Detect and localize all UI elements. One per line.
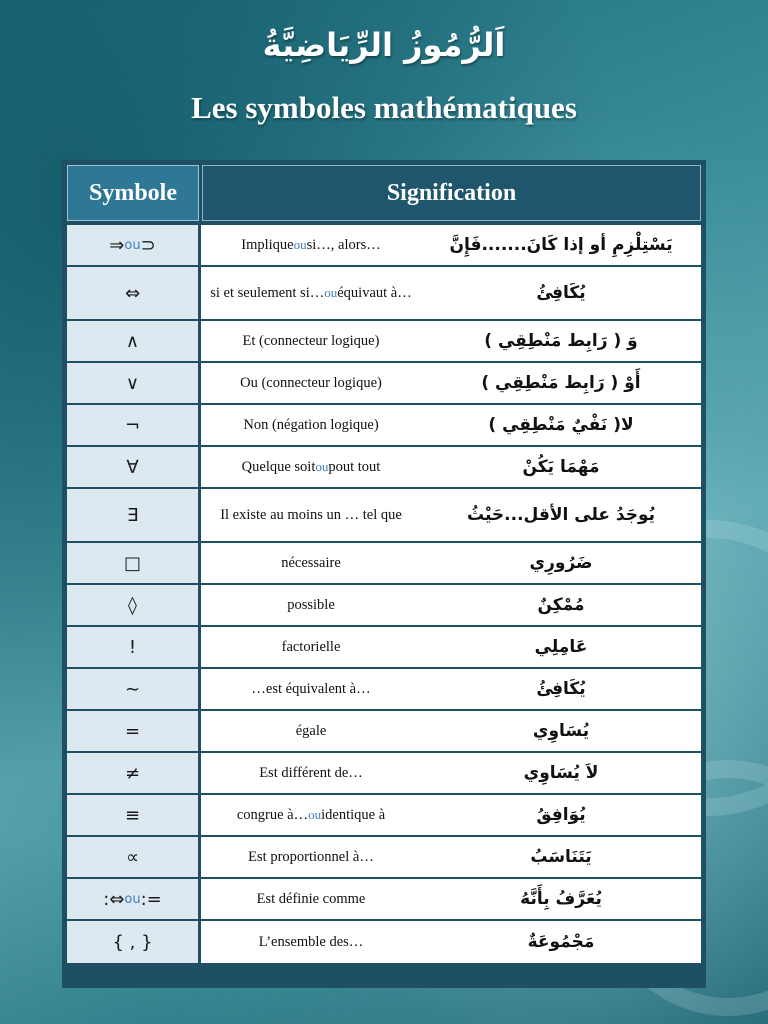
ou-word: ou — [308, 807, 322, 822]
table-body — [65, 223, 703, 963]
meaning-french: Non (négation logique) — [243, 417, 379, 433]
meaning-french: Est proportionnel à… — [248, 849, 374, 865]
table-row — [65, 487, 703, 541]
meaning-french: possible — [287, 597, 335, 613]
meaning-arabic: مَجْمُوعَةٌ — [527, 932, 595, 952]
symbol-cell: ∨ — [67, 363, 198, 403]
table-row — [65, 625, 703, 667]
symbol-cell: ∝ — [67, 837, 198, 877]
meaning-french: Implique ou si…, alors… — [201, 225, 421, 265]
meaning-cell — [201, 921, 701, 963]
table-row — [65, 265, 703, 319]
meaning-cell — [201, 711, 701, 751]
meaning-french: Et (connecteur logique) — [242, 333, 380, 349]
title-french: Les symboles mathématiques — [191, 90, 577, 125]
meaning-cell — [201, 879, 701, 919]
table-row — [65, 583, 703, 625]
symbol-cell: ◊ — [67, 585, 198, 625]
meaning-cell — [201, 669, 701, 709]
meaning-arabic: يُوجَدُ على الأقل...حَيْثُ — [466, 505, 656, 525]
table-row — [65, 709, 703, 751]
table-row — [65, 835, 703, 877]
meaning-cell — [201, 225, 701, 265]
meaning-cell — [201, 795, 701, 835]
symbol-cell: = — [67, 711, 198, 751]
meaning-cell — [201, 627, 701, 667]
symbols-table — [62, 160, 706, 988]
table-row — [65, 403, 703, 445]
meaning-french: égale — [295, 723, 327, 739]
symbol-cell: □ — [67, 543, 198, 583]
meaning-arabic: وَ ( رَابِط مَنْطِقِي ) — [484, 331, 638, 351]
meaning-cell — [201, 753, 701, 793]
symbol-cell: ≡ — [67, 795, 198, 835]
table-row — [65, 751, 703, 793]
meaning-french: Quelque soit ou pout tout — [201, 447, 421, 487]
meaning-arabic: يُوَافِقُ — [536, 805, 586, 825]
table-row — [65, 667, 703, 709]
symbol-cell: ⇔ — [67, 267, 198, 319]
meaning-french: factorielle — [281, 639, 341, 655]
table-row — [65, 541, 703, 583]
ou-word: ou — [124, 237, 141, 253]
symbol-cell: ∀ — [67, 447, 198, 487]
meaning-cell — [201, 489, 701, 541]
meaning-arabic: لاَ يُسَاوِي — [523, 763, 599, 783]
symbol-cell: ∧ — [67, 321, 198, 361]
meaning-french: si et seulement si… ou équivaut à… — [201, 267, 421, 319]
meaning-cell — [201, 363, 701, 403]
meaning-french: nécessaire — [281, 555, 341, 571]
symbol-cell: ! — [67, 627, 198, 667]
ou-word: ou — [293, 237, 307, 252]
meaning-arabic: يُعَرَّفُ بِأَنَّهُ — [520, 889, 602, 909]
table-row — [65, 319, 703, 361]
meaning-arabic: يَتَنَاسَبُ — [530, 847, 592, 867]
meaning-cell — [201, 321, 701, 361]
meaning-french: …est équivalent à… — [251, 681, 371, 697]
meaning-arabic: يُسَاوِي — [532, 721, 590, 741]
header-symbol: Symbole — [67, 165, 199, 221]
meaning-cell — [201, 405, 701, 445]
table-row — [65, 793, 703, 835]
meaning-french: congrue à… ou identique à — [201, 795, 421, 835]
meaning-french: L’ensemble des… — [258, 934, 364, 950]
meaning-cell — [201, 267, 701, 319]
meaning-arabic: مُمْكِنٌ — [537, 595, 585, 615]
meaning-cell — [201, 585, 701, 625]
ou-word: ou — [315, 459, 329, 474]
ou-word: ou — [124, 891, 141, 907]
symbol-cell: ⇒ ou ⊃ — [67, 225, 198, 265]
meaning-cell — [201, 837, 701, 877]
symbol-cell: ¬ — [67, 405, 198, 445]
meaning-french: Il existe au moins un … tel que — [220, 507, 402, 523]
table-row — [65, 919, 703, 963]
symbol-cell: ≠ — [67, 753, 198, 793]
table-header — [65, 163, 703, 223]
symbol-cell: :⇔ ou := — [67, 879, 198, 919]
ou-word: ou — [324, 285, 338, 300]
table-row — [65, 223, 703, 265]
header-meaning: Signification — [202, 165, 701, 221]
symbol-cell: ∃ — [67, 489, 198, 541]
symbol-cell: ∼ — [67, 669, 198, 709]
meaning-arabic: يُكَافِئُ — [536, 679, 586, 699]
meaning-arabic: ضَرُورِي — [529, 553, 593, 573]
meaning-cell — [201, 543, 701, 583]
meaning-arabic: لا( نَفْيٌ مَنْطِقِي ) — [488, 415, 634, 435]
meaning-cell — [201, 447, 701, 487]
meaning-french: Ou (connecteur logique) — [240, 375, 382, 391]
table-row — [65, 877, 703, 919]
title-arabic: اَلرُّمُوزُ الرِّيَاضِيَّةُ — [262, 26, 506, 64]
meaning-arabic: أَوْ ( رَابِط مَنْطِقِي ) — [481, 373, 641, 393]
meaning-french: Est différent de… — [259, 765, 363, 781]
meaning-arabic: مَهْمَا يَكُنْ — [522, 457, 600, 477]
meaning-arabic: يَسْتِلْزِمِ أو إذا كَانَ.......فَإِنَّ — [449, 235, 673, 255]
meaning-arabic: عَامِلِي — [534, 637, 588, 657]
symbol-cell: { , } — [67, 921, 198, 963]
meaning-french: Est définie comme — [256, 891, 366, 907]
table-row — [65, 445, 703, 487]
meaning-arabic: يُكَافِئُ — [536, 283, 586, 303]
table-row — [65, 361, 703, 403]
